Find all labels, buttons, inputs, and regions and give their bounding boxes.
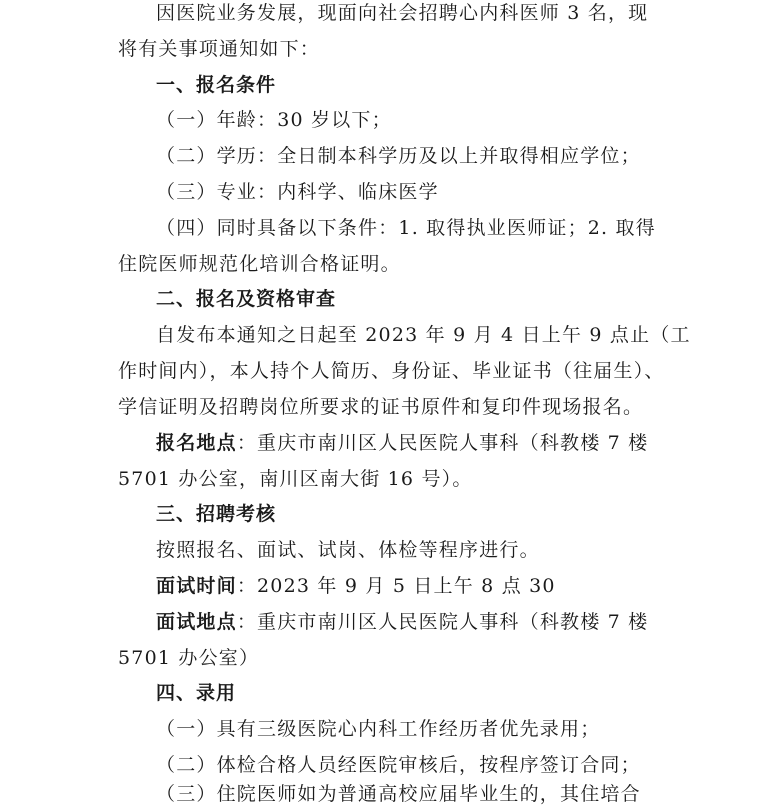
intro-line-1: 因医院业务发展，现面向社会招聘心内科医师 3 名，现 bbox=[156, 2, 649, 24]
registration-location-text: ：重庆市南川区人民医院人事科（科教楼 7 楼 bbox=[236, 432, 649, 454]
interview-time-text: ：2023 年 9 月 5 日上午 8 点 30 bbox=[236, 575, 556, 597]
section-2-para-line-2: 作时间内），本人持个人简历、身份证、毕业证书（往届生）、 bbox=[118, 360, 665, 382]
section-2-para-line-3: 学信证明及招聘岗位所要求的证书原件和复印件现场报名。 bbox=[118, 396, 644, 418]
section-2-heading: 二、报名及资格审查 bbox=[156, 288, 337, 310]
section-4-item-3: （三）住院医师如为普通高校应届毕业生的，其住培合 bbox=[156, 783, 641, 805]
interview-location-label: 面试地点 bbox=[156, 611, 237, 633]
registration-location-line-1 bbox=[156, 431, 648, 455]
section-2-para-line-1: 自发布本通知之日起至 2023 年 9 月 4 日上午 9 点止（工 bbox=[156, 324, 691, 346]
section-4-item-2: （二）体检合格人员经医院审核后，按程序签订合同； bbox=[156, 754, 641, 776]
registration-location-label: 报名地点 bbox=[156, 432, 237, 454]
interview-time-line bbox=[156, 574, 556, 598]
interview-location-line-2: 5701 办公室） bbox=[118, 647, 260, 669]
interview-location-text: ：重庆市南川区人民医院人事科（科教楼 7 楼 bbox=[236, 611, 649, 633]
intro-line-2: 将有关事项通知如下： bbox=[118, 38, 321, 60]
section-1-item-1: （一）年龄：30 岁以下； bbox=[156, 109, 392, 131]
registration-location-line-2: 5701 办公室，南川区南大街 16 号）。 bbox=[118, 468, 473, 490]
interview-time-label: 面试时间 bbox=[156, 575, 237, 597]
interview-location-line-1 bbox=[156, 610, 648, 634]
section-1-item-4-line-2: 住院医师规范化培训合格证明。 bbox=[118, 253, 401, 275]
section-3-heading: 三、招聘考核 bbox=[156, 503, 277, 525]
section-4-heading: 四、录用 bbox=[156, 682, 237, 704]
section-4-item-1: （一）具有三级医院心内科工作经历者优先录用； bbox=[156, 718, 601, 740]
section-1-item-3: （三）专业：内科学、临床医学 bbox=[156, 181, 439, 203]
section-3-para: 按照报名、面试、试岗、体检等程序进行。 bbox=[156, 539, 540, 561]
section-1-heading: 一、报名条件 bbox=[156, 74, 277, 96]
section-1-item-2: （二）学历：全日制本科学历及以上并取得相应学位； bbox=[156, 145, 641, 167]
section-1-item-4-line-1: （四）同时具备以下条件：1. 取得执业医师证；2. 取得 bbox=[156, 217, 656, 239]
